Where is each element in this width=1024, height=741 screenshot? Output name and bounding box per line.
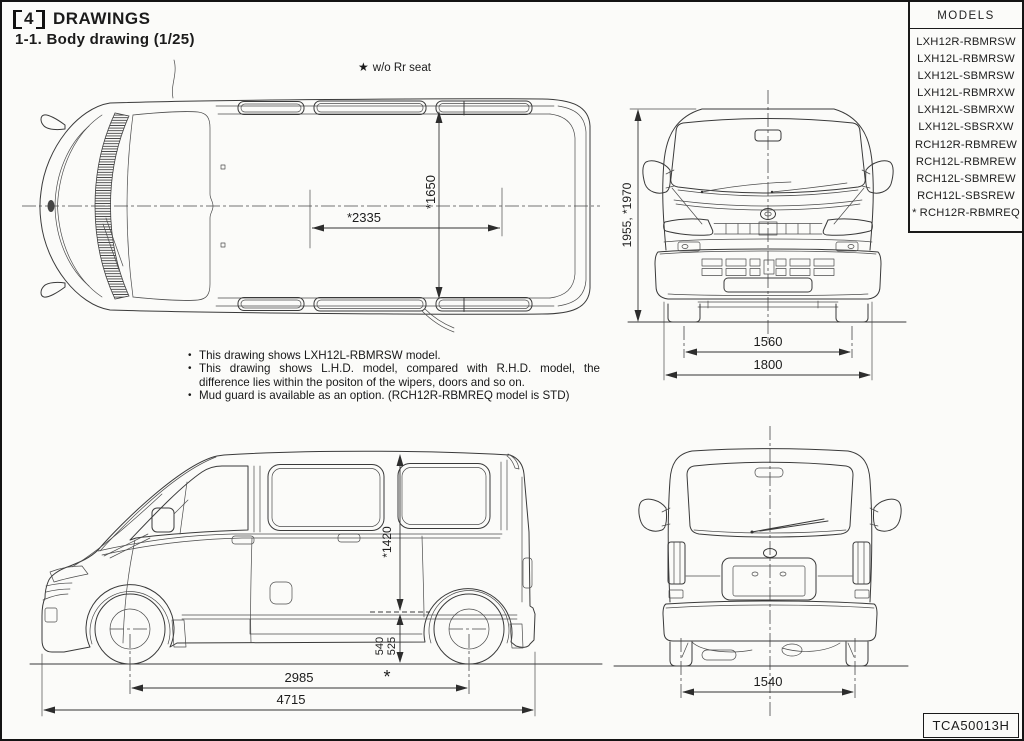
model-row: LXH12L-RBMRXW (917, 87, 1015, 100)
rear-license-recess (722, 558, 816, 600)
page-subtitle: 1-1. Body drawing (1/25) (15, 31, 195, 48)
lenticular-bracket-open (13, 10, 22, 29)
drawing-code-box: TCA50013H (923, 713, 1019, 738)
right-tail-light (853, 542, 870, 584)
model-row: RCH12R-RBMREW (914, 138, 1018, 151)
model-row: LXH12L-SBMRSW (917, 70, 1015, 83)
side-mirror (152, 508, 174, 532)
dim-label-1420: *1420 (380, 526, 394, 558)
page-title (11, 9, 150, 29)
front-view-drawing (602, 82, 912, 392)
wiper-protrusion (422, 309, 454, 332)
bullet-icon: • (188, 390, 192, 402)
dim-label-2335: *2335 (347, 210, 381, 225)
model-row: RCH12L-SBSREW (917, 189, 1015, 202)
note-item (188, 362, 600, 389)
note-item (188, 389, 600, 402)
model-row: LXH12L-RBMRSW (917, 53, 1015, 66)
front-door-handle (232, 536, 254, 544)
rear-left-mirror (639, 499, 667, 531)
fuel-door (270, 582, 292, 604)
dim-label-525: 525 (386, 636, 398, 656)
black-star-icon: ★ (358, 60, 369, 74)
rear-right-mirror (873, 499, 901, 531)
dim-label-540: 540 (374, 636, 386, 656)
rear-wiper (752, 519, 828, 532)
dim-label-2985: 2985 (284, 670, 314, 685)
models-panel-header: MODELS (910, 2, 1022, 29)
lenticular-bracket-close (36, 10, 45, 29)
model-star-mark: * (912, 206, 917, 219)
sliding-door-window (268, 465, 384, 531)
model-row: LXH12R-RBMRSW (916, 36, 1016, 48)
left-tail-light (668, 542, 685, 584)
model-row: LXH12L-SBSRXW (918, 121, 1014, 134)
drawing-notes (188, 349, 600, 403)
rear-view-drawing (602, 422, 912, 722)
rear-quarter-window (398, 464, 490, 529)
section-title: DRAWINGS (52, 9, 151, 28)
dim-label-1650: *1650 (423, 175, 438, 209)
model-row: RCH12L-RBMREW (915, 155, 1017, 168)
models-list (910, 34, 1022, 222)
side-view-drawing (2, 420, 622, 722)
underbody-detail (682, 642, 854, 660)
note-text: This drawing shows LXH12L-RBMRSW model. (199, 349, 441, 362)
top-view-drawing (2, 54, 602, 344)
front-right-wheel (836, 304, 868, 322)
right-mirror-top-view (41, 282, 65, 297)
model-row: RCH12L-SBMREW (916, 172, 1016, 185)
dim-label-1540: 1540 (753, 674, 783, 689)
dim-label-4715: 4715 (276, 692, 306, 707)
left-headlight (664, 219, 713, 235)
side-headlight (50, 566, 88, 582)
note-item (188, 349, 600, 362)
models-panel (908, 2, 1022, 233)
left-mirror-top-view (41, 115, 65, 130)
dim-label-1800: 1800 (753, 357, 783, 372)
model-row: LXH12L-SBMRXW (917, 104, 1015, 117)
right-headlight (823, 219, 872, 235)
bullet-icon: • (188, 350, 192, 361)
note-text: Mud guard is available as an option. (RCH12R-RBMREQ model is STD) (199, 389, 570, 403)
model-row: * RCH12R-RBMREQ (912, 206, 1020, 219)
dim-label-1560: 1560 (753, 334, 783, 349)
floor-star-mark: * (383, 667, 391, 687)
legend-text: w/o Rr seat (372, 62, 431, 74)
note-text: This drawing shows L.H.D. model, compared with R.H.D. model, the difference lies within the positon of the wipers, doors and so on. (199, 362, 600, 389)
antenna-line (172, 60, 175, 98)
dim-label-height: 1955, *1970 (620, 182, 634, 248)
bullet-icon: • (188, 363, 192, 375)
section-number: 4 (24, 9, 34, 28)
front-left-wheel (668, 304, 700, 322)
front-emblem-top (48, 200, 55, 212)
